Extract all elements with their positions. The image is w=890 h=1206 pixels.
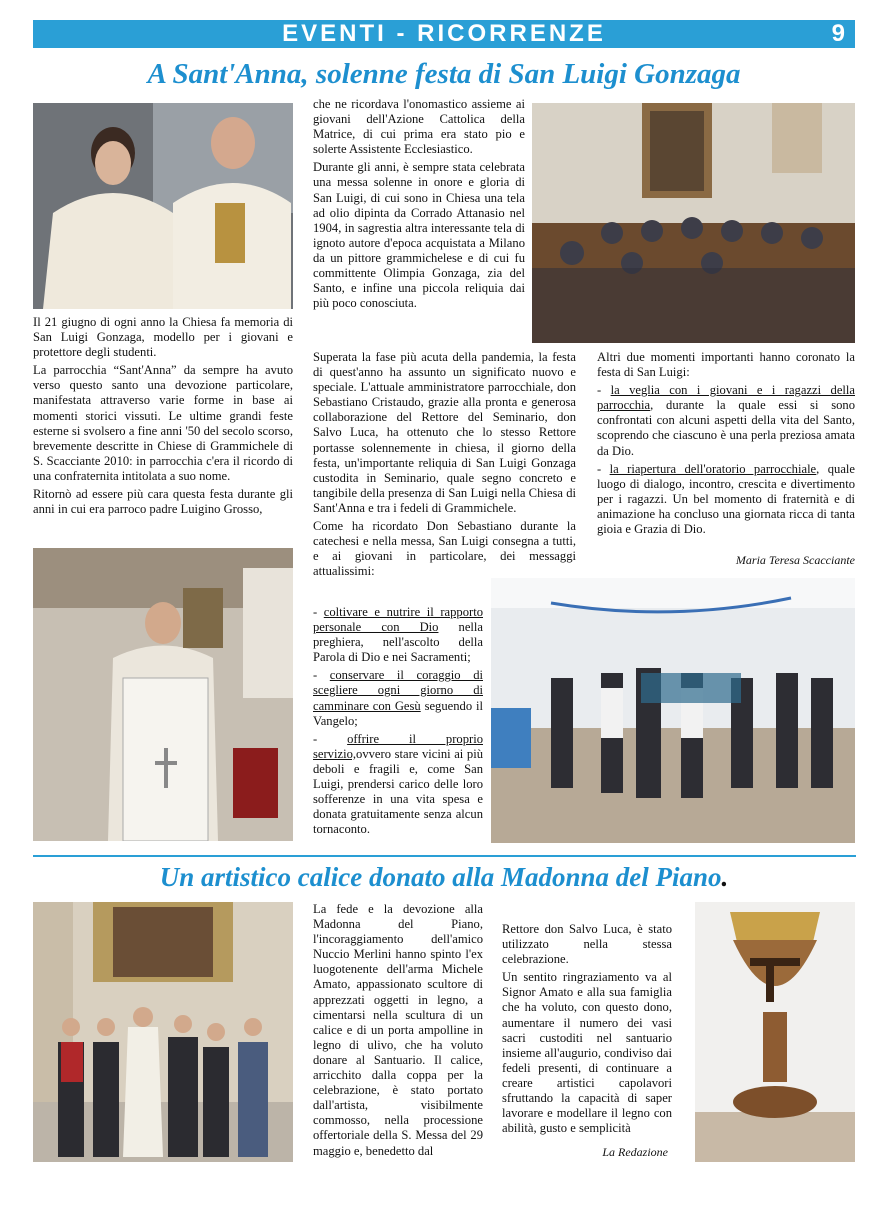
photo-wooden-chalice — [695, 902, 855, 1162]
article1-column-1 — [33, 315, 293, 520]
article1-messages-list — [313, 605, 483, 840]
message-item: - conservare il coraggio di scegliere ogni giorno di camminare con Gesù seguendo il Vangelo; — [313, 668, 483, 728]
photo-priests-graphic — [33, 103, 293, 309]
article1-paragraph: Il 21 giugno di ogni anno la Chiesa fa memoria di San Luigi Gonzaga, modello per i giovani e protettore degli studenti. — [33, 315, 293, 360]
article2-signature: La Redazione — [602, 1145, 668, 1159]
article2-column-2 — [502, 922, 672, 1139]
article1-paragraph: La parrocchia “Sant'Anna” da sempre ha avuto verso questo santo una devozione particolare, manifestata attraverso varie forme in base ai momenti storici vissuti. Le ultime grandi feste esterne si svolsero a fine anni '50 del secolo scorso, brevemente descritte in Chiese di Grammichele di S. Scacciante 2010: in parrocchia c'era il ricordo di una confraternita intitolata a suo nome. — [33, 363, 293, 483]
article2-title-dot: . — [721, 862, 729, 892]
photo-oratory — [491, 578, 855, 843]
photo-sanctuary-family — [33, 902, 293, 1162]
photo-group-church — [532, 103, 855, 343]
article2-paragraph: Rettore don Salvo Luca, è stato utilizzato nella stessa celebrazione. — [502, 922, 672, 967]
message-item: - coltivare e nutrire il rapporto personale con Dio nella preghiera, nell'ascolto della Parola di Dio e nei Sacramenti; — [313, 605, 484, 665]
message-item: - offrire il proprio servizio,ovvero stare vicini ai più deboli e fragili e, come San Luigi, prendersi carico delle loro sofferenze in una vita spesa e donata gratuitamente senza alcun tornaconto. — [313, 731, 483, 837]
photo-altar-graphic — [33, 548, 293, 841]
photo-priests-reliquary — [33, 103, 293, 309]
section-title: EVENTI - RICORRENZE — [282, 20, 606, 47]
article-divider — [33, 855, 856, 857]
article2-title — [33, 860, 855, 894]
article2-title-text: Un artistico calice donato alla Madonna del Piano — [159, 862, 722, 892]
article1-paragraph: Altri due momenti importanti hanno coronato la festa di San Luigi: — [597, 350, 855, 380]
article1-column-2-top — [313, 97, 525, 314]
photo-altar-reading — [33, 548, 293, 841]
section-banner — [33, 20, 855, 48]
article1-title: A Sant'Anna, solenne festa di San Luigi Gonzaga — [147, 58, 741, 90]
article1-paragraph: Ritornò ad essere più cara questa festa durante gli anni in cui era parroco padre Luigino Grosso, — [33, 487, 293, 517]
page-number: 9 — [831, 20, 845, 47]
article2-paragraph: La fede e la devozione alla Madonna del Piano, l'incoraggiamento dell'amico Nuccio Merlini hanno spinto l'ex luogotenente dell'arma Michele Amato, appassionato scultore di apprezzati oggetti in legno, a cimentarsi nella scultura di un calice e di un porta ampolline in legno di ulivo, che ha voluto donare al Santuario. Il calice, arricchito dalla coppa per la celebrazione, è stato portato dall'artista, visibilmente commosso, nella processione offertoriale della S. Messa del 29 maggio e, benedetto dal — [313, 902, 483, 1158]
article1-paragraph: Durante gli anni, è sempre stata celebrata una messa solenne in onore e gloria di San Luigi, di cui sono in Chiesa una tela ad olio dipinta da Corrado Attanasio nel 1904, in sagrestia altra interessante tela di ignoto autore d'epoca acquistata a Milano da un pittore grammichelese e di cui fu committente Olimpia Gonzaga, zia del Santo, e infine una piccola reliquia dai più poco conosciuta. — [313, 160, 525, 311]
article1-column-2-mid — [313, 350, 576, 582]
photo-oratory-graphic — [491, 578, 855, 843]
article1-column-3 — [597, 350, 855, 540]
photo-sanctuary-graphic — [33, 902, 293, 1162]
article1-paragraph: che ne ricordava l'onomastico assieme ai giovani dell'Azione Cattolica della Matrice, di cui prima era stato pio e solerte Assistente Ecclesiastico. — [313, 97, 525, 157]
article1-paragraph: Come ha ricordato Don Sebastiano durante la catechesi e nella messa, San Luigi consegna a tutti, e ai giovani in particolare, dei messaggi attualissimi: — [313, 519, 576, 579]
moment-item: - la riapertura dell'oratorio parrocchiale, quale luogo di dialogo, incontro, crescita e divertimento per i ragazzi. Un bel momento di fraternità e di animazione ha concluso una giornata ricca di tanta gioia e Grazia di Dio. — [597, 461, 855, 537]
article1-signature: Maria Teresa Scacciante — [735, 553, 855, 567]
article1-paragraph: Superata la fase più acuta della pandemia, la festa di quest'anno ha assunto un significato nuovo e speciale. L'attuale amministratore parrocchiale, don Sebastiano Cristaudo, grazie alla pronta e generosa collaborazione del Rettore del Seminario, don Salvo Luca, ha ottenuto che lo stesso Rettore portasse solennemente in chiesa, il giorno della festa, un'importante reliquia di San Luigi Gonzaga custodita in Seminario, quale segno concreto e tangibile della presenza di San Luigi nella Chiesa di Sant'Anna e tra i fedeli di Grammichele. — [313, 350, 576, 515]
photo-chalice-graphic — [695, 902, 855, 1162]
article2-column-1 — [313, 902, 483, 1162]
article2-paragraph: Un sentito ringraziamento va al Signor Amato e alla sua famiglia che ha voluto, con questo dono, aumentare il numero dei vasi sacri custoditi nel santuario insieme all'augurio, condiviso dai fedeli presenti, di continuare a creare artistici capolavori sfruttando la capacità di saper lavorare e modellare il legno con abilità, gusto e semplicità — [502, 970, 672, 1136]
moment-item: - la veglia con i giovani e i ragazzi della parrocchia, durante la quale essi si sono confrontati con alcuni aspetti della vita del Santo, scoprendo che ciascuno è una perla preziosa amata da Dio. — [597, 383, 855, 458]
photo-group-graphic — [532, 103, 855, 343]
